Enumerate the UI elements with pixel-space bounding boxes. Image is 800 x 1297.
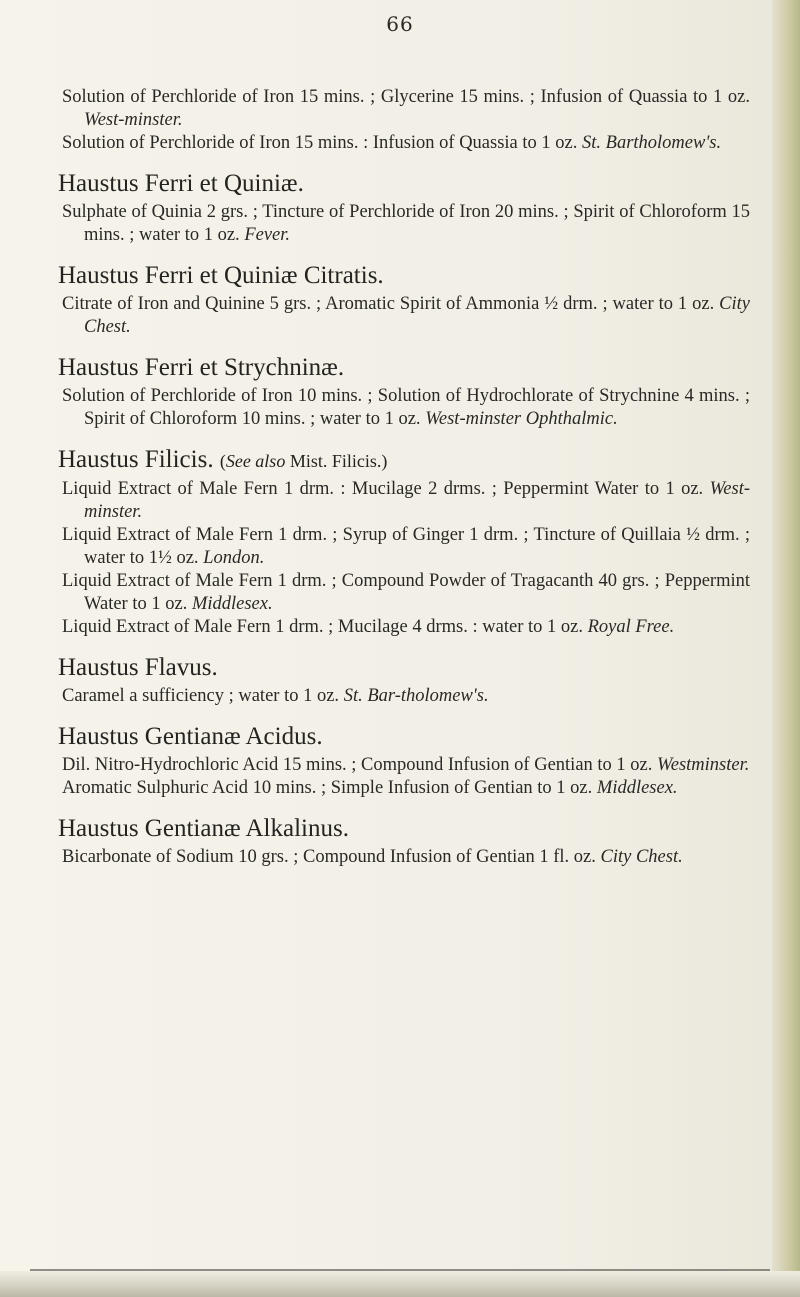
section-haustus-filicis bbox=[58, 445, 751, 639]
section-heading: Haustus Gentianæ Acidus. bbox=[58, 723, 323, 750]
section-haustus-gentianae-acidus bbox=[58, 722, 750, 800]
section-haustus-flavus bbox=[58, 653, 750, 708]
recipe bbox=[62, 132, 750, 155]
recipe-source: Royal Free. bbox=[587, 617, 675, 637]
section-heading: Haustus Gentianæ Alkalinus. bbox=[58, 815, 349, 842]
section-heading-title: Haustus Filicis. bbox=[58, 446, 214, 473]
recipe-source: Middlesex. bbox=[191, 594, 273, 614]
recipe-text: Liquid Extract of Male Fern 1 drm. ; Mucilage 4 drms. : water to 1 oz. bbox=[62, 617, 583, 637]
recipe-text: Solution of Perchloride of Iron 10 mins. ; Solution of Hydrochlorate of Strychnine 4 mins. ; Spirit of Chloroform 10 mins. ; water to 1 oz. bbox=[62, 386, 750, 429]
cross-reference-see: See also bbox=[225, 451, 286, 471]
recipe-source: City Chest. bbox=[600, 847, 683, 867]
recipe bbox=[62, 478, 750, 524]
cross-reference bbox=[220, 451, 388, 471]
section-heading: Haustus Ferri et Quiniæ Citratis. bbox=[58, 262, 384, 289]
section-heading bbox=[58, 445, 750, 476]
recipe-text: Aromatic Sulphuric Acid 10 mins. ; Simple Infusion of Gentian to 1 oz. bbox=[62, 778, 593, 798]
recipe-source: Westminster. bbox=[657, 755, 750, 775]
recipe-source: St. Bar-tholomew's. bbox=[343, 686, 489, 706]
recipe-source: Fever. bbox=[244, 225, 291, 245]
page-number: 66 bbox=[386, 12, 414, 36]
recipe bbox=[62, 846, 750, 869]
section-haustus-ferri-strychninae bbox=[58, 353, 750, 431]
recipe-text: Citrate of Iron and Quinine 5 grs. ; Aromatic Spirit of Ammonia ½ drm. ; water to 1 oz. bbox=[62, 294, 715, 314]
recipe-source: City Chest. bbox=[84, 294, 750, 337]
recipe-text: Bicarbonate of Sodium 10 grs. ; Compound Infusion of Gentian 1 fl. oz. bbox=[62, 847, 596, 867]
recipe-text: Liquid Extract of Male Fern 1 drm. : Mucilage 2 drms. ; Peppermint Water to 1 oz. bbox=[62, 479, 704, 499]
recipe-source: West-minster. bbox=[84, 110, 183, 130]
section-heading: Haustus Ferri et Quiniæ. bbox=[58, 170, 304, 197]
recipe-text: Liquid Extract of Male Fern 1 drm. ; Compound Powder of Tragacanth 40 grs. ; Peppermint Water to 1 oz. bbox=[62, 571, 750, 614]
recipe-text: Solution of Perchloride of Iron 15 mins. : Infusion of Quassia to 1 oz. bbox=[62, 133, 578, 153]
recipe bbox=[62, 685, 750, 708]
recipe bbox=[62, 616, 750, 639]
recipe-text: Caramel a sufficiency ; water to 1 oz. bbox=[62, 686, 340, 706]
section-haustus-ferri-quiniae bbox=[58, 169, 750, 247]
section-heading: Haustus Flavus. bbox=[58, 654, 218, 681]
recipe-source: St. Bartholomew's. bbox=[582, 133, 722, 153]
recipe-text: Dil. Nitro-Hydrochloric Acid 15 mins. ; Compound Infusion of Gentian to 1 oz. bbox=[62, 755, 653, 775]
section-haustus-ferri-quiniae-citratis bbox=[58, 261, 750, 339]
recipe bbox=[62, 754, 750, 777]
section-heading: Haustus Ferri et Strychninæ. bbox=[58, 354, 345, 381]
cross-reference-open: ( bbox=[219, 451, 226, 471]
recipe-source: Middlesex. bbox=[596, 778, 678, 798]
recipe-source: London. bbox=[203, 548, 265, 568]
page-content bbox=[58, 86, 751, 869]
recipe bbox=[62, 777, 750, 800]
page-edge-bottom bbox=[0, 1271, 800, 1297]
recipe-text: Solution of Perchloride of Iron 15 mins. ; Glycerine 15 mins. ; Infusion of Quassia to 1 oz. bbox=[62, 87, 750, 107]
section-continued bbox=[62, 86, 750, 155]
recipe-text: Liquid Extract of Male Fern 1 drm. ; Syrup of Ginger 1 drm. ; Tincture of Quillaia ½ drm. ; water to 1½ oz. bbox=[62, 525, 750, 568]
recipe-source: West-minster Ophthalmic. bbox=[425, 409, 618, 429]
cross-reference-target: Mist. Filicis.) bbox=[285, 451, 388, 471]
recipe bbox=[62, 201, 750, 247]
recipe bbox=[62, 524, 750, 570]
recipe bbox=[62, 293, 750, 339]
recipe bbox=[62, 385, 750, 431]
recipe bbox=[62, 86, 750, 132]
recipe-text: Sulphate of Quinia 2 grs. ; Tincture of Perchloride of Iron 20 mins. ; Spirit of Chloroform 15 mins. ; water to 1 oz. bbox=[62, 202, 750, 245]
recipe bbox=[62, 570, 750, 616]
section-haustus-gentianae-alkalinus bbox=[58, 814, 750, 869]
recipe-source: West-minster. bbox=[84, 479, 751, 522]
page-edge-right bbox=[772, 0, 800, 1297]
